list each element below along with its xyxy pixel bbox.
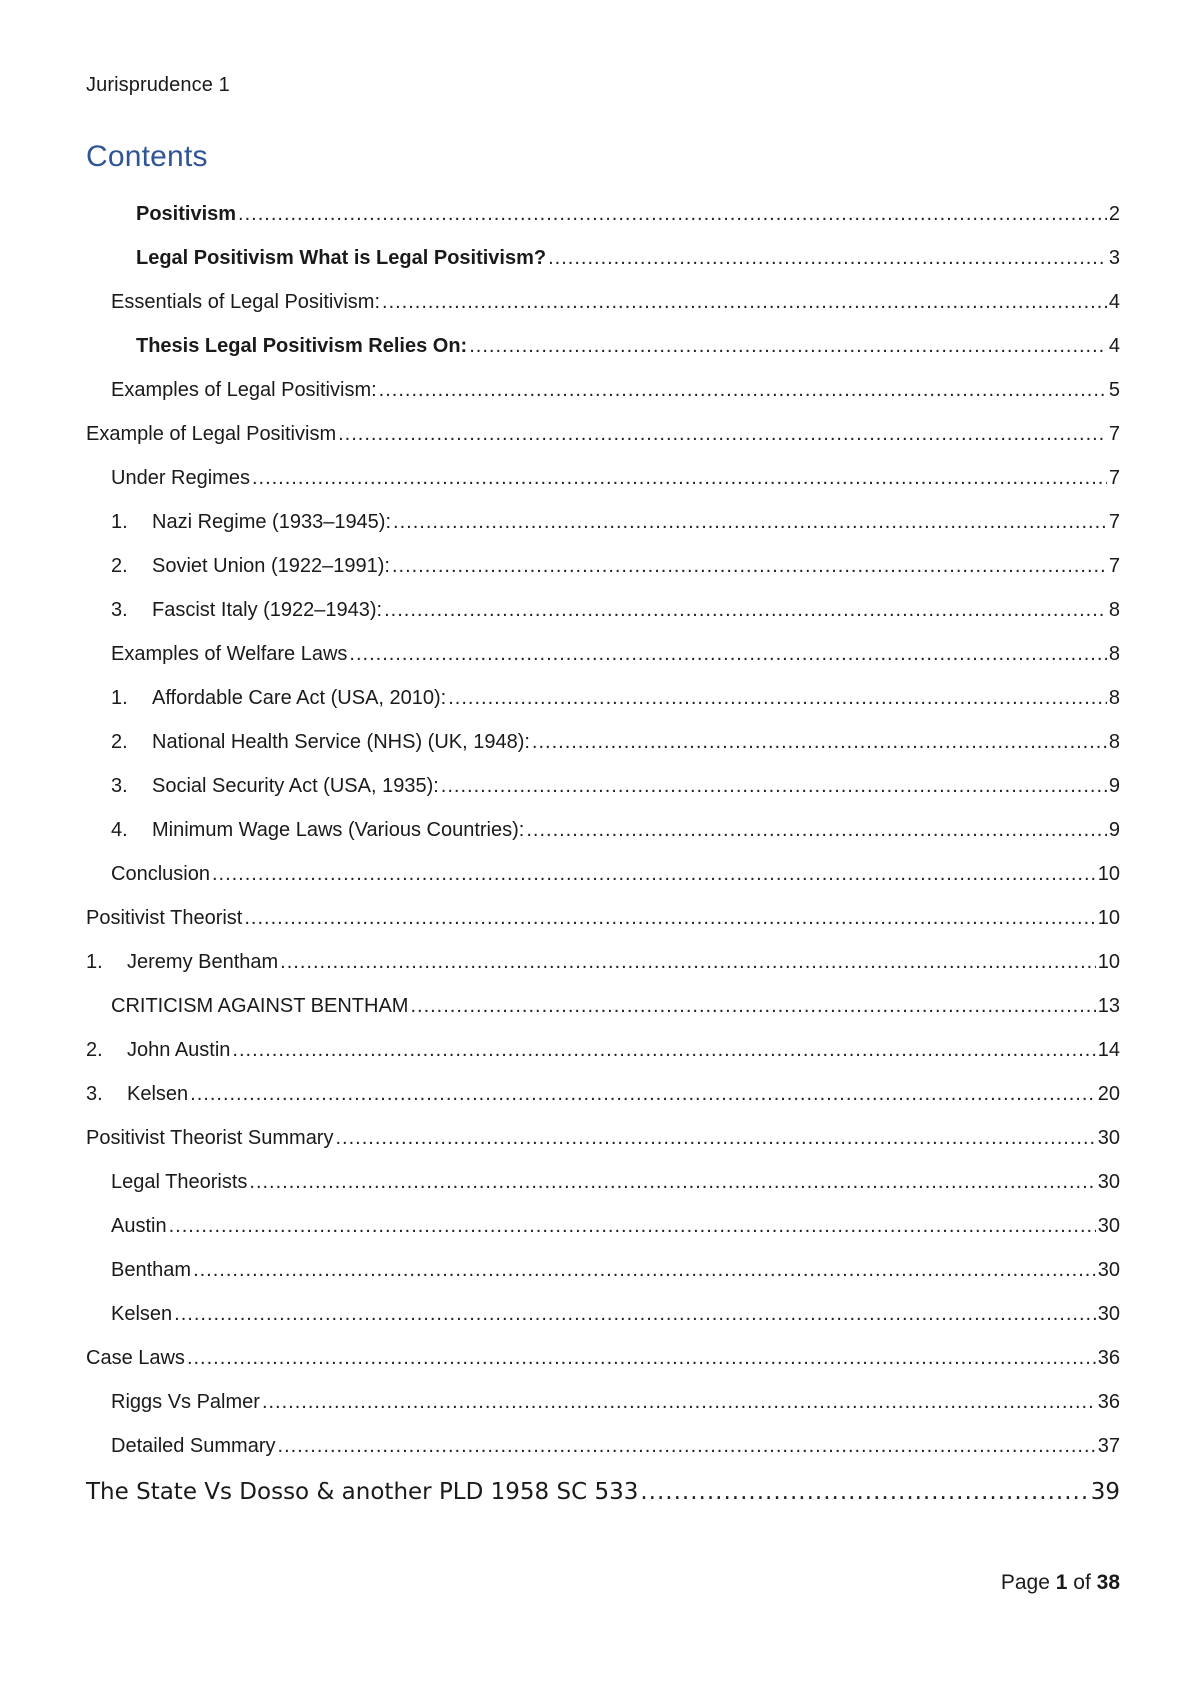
- toc-entry[interactable]: [86, 555, 1120, 599]
- toc-entry-page-number: 37: [1097, 1435, 1120, 1457]
- toc-entry-number: 2.: [86, 1039, 103, 1061]
- toc-entry[interactable]: [86, 423, 1120, 467]
- toc-dot-leader: [392, 555, 1107, 578]
- toc-entry-title: Soviet Union (1922–1991):: [152, 555, 390, 577]
- toc-entry-page-number: 7: [1108, 467, 1120, 489]
- toc-entry-number: 3.: [111, 775, 128, 797]
- toc-entry[interactable]: [86, 1259, 1120, 1303]
- toc-entry-title: Examples of Welfare Laws: [111, 643, 348, 665]
- toc-entry-title: Positivist Theorist: [86, 907, 243, 929]
- toc-entry-page-number: 7: [1108, 423, 1120, 445]
- toc-dot-leader: [190, 1083, 1096, 1106]
- toc-entry[interactable]: [86, 687, 1120, 731]
- toc-entry-number: 1.: [86, 951, 103, 973]
- toc-entry-title: Detailed Summary: [111, 1435, 276, 1457]
- toc-entry-page-number: 10: [1097, 863, 1120, 885]
- toc-entry-page-number: 2: [1108, 203, 1120, 225]
- toc-dot-leader: [244, 907, 1095, 930]
- toc-entry-title: Minimum Wage Laws (Various Countries):: [152, 819, 525, 841]
- page-footer: [1001, 1571, 1120, 1595]
- toc-entry-title: Legal Positivism What is Legal Positivism?: [136, 247, 547, 269]
- toc-entry-page-number: 4: [1108, 335, 1120, 357]
- toc-dot-leader: [469, 335, 1107, 358]
- toc-entry-page-number: 8: [1108, 687, 1120, 709]
- footer-total-pages: 38: [1096, 1571, 1120, 1594]
- toc-dot-leader: [393, 511, 1107, 534]
- toc-entry[interactable]: [86, 995, 1120, 1039]
- toc-entry-title: Nazi Regime (1933–1945):: [152, 511, 392, 533]
- toc-entry-title: Bentham: [111, 1259, 192, 1281]
- footer-page-label: Page: [1000, 1571, 1050, 1594]
- toc-dot-leader: [441, 775, 1107, 798]
- toc-entry[interactable]: [86, 203, 1120, 247]
- toc-entry-title: CRITICISM AGAINST BENTHAM: [111, 995, 409, 1017]
- toc-dot-leader: [382, 291, 1107, 314]
- toc-entry[interactable]: [86, 1127, 1120, 1171]
- toc-entry-title: Fascist Italy (1922–1943):: [152, 599, 383, 621]
- toc-entry-page-number: 13: [1097, 995, 1120, 1017]
- toc-entry-number: 1.: [111, 687, 128, 709]
- toc-dot-leader: [280, 951, 1096, 974]
- toc-entry-number: 2.: [111, 555, 128, 577]
- toc-entry-number: 2.: [111, 731, 128, 753]
- toc-entry[interactable]: [86, 379, 1120, 423]
- toc-dot-leader: [169, 1215, 1096, 1238]
- toc-dot-leader: [384, 599, 1107, 622]
- toc-entry-page-number: 30: [1097, 1215, 1120, 1237]
- toc-entry-title: John Austin: [127, 1039, 231, 1061]
- toc-entry[interactable]: [86, 819, 1120, 863]
- toc-entry-number: 3.: [111, 599, 128, 621]
- toc-entry-page-number: 10: [1097, 907, 1120, 929]
- toc-entry-title: Kelsen: [111, 1303, 173, 1325]
- toc-entry-page-number: 30: [1097, 1127, 1120, 1149]
- toc-dot-leader: [193, 1259, 1096, 1282]
- toc-entry-page-number: 10: [1097, 951, 1120, 973]
- toc-entry-page-number: 9: [1108, 819, 1120, 841]
- toc-dot-leader: [232, 1039, 1095, 1062]
- toc-entry[interactable]: [86, 643, 1120, 687]
- toc-entry[interactable]: [86, 335, 1120, 379]
- toc-entry[interactable]: [86, 1215, 1120, 1259]
- toc-dot-leader: [249, 1171, 1095, 1194]
- toc-dot-leader: [410, 995, 1095, 1018]
- toc-entry-title: Riggs Vs Palmer: [111, 1391, 260, 1413]
- toc-entry-page-number: 30: [1097, 1303, 1120, 1325]
- toc-dot-leader: [238, 203, 1107, 226]
- toc-dot-leader: [335, 1127, 1095, 1150]
- toc-entry-title: Conclusion: [111, 863, 210, 885]
- toc-entry-title: National Health Service (NHS) (UK, 1948):: [152, 731, 530, 753]
- toc-entry-title: Case Laws: [86, 1347, 185, 1369]
- toc-dot-leader: [526, 819, 1107, 842]
- toc-entry[interactable]: [86, 1083, 1120, 1127]
- toc-entry-page-number: 14: [1097, 1039, 1120, 1061]
- toc-entry-page-number: 36: [1097, 1391, 1120, 1413]
- toc-entry[interactable]: [86, 467, 1120, 511]
- toc-entry-page-number: 8: [1108, 599, 1120, 621]
- toc-entry-title: Social Security Act (USA, 1935):: [152, 775, 439, 797]
- toc-dot-leader: [548, 247, 1107, 270]
- toc-dot-leader: [187, 1347, 1096, 1370]
- toc-dot-leader: [349, 643, 1106, 666]
- toc-entry-title: Positivist Theorist Summary: [86, 1127, 334, 1149]
- toc-entry[interactable]: [86, 731, 1120, 775]
- toc-dot-leader: [212, 863, 1096, 886]
- toc-entry-title: Essentials of Legal Positivism:: [111, 291, 381, 313]
- toc-entry-title: Kelsen: [127, 1083, 189, 1105]
- table-of-contents: [86, 203, 1120, 1523]
- toc-entry-title: Austin: [111, 1215, 167, 1237]
- toc-entry[interactable]: [86, 907, 1120, 951]
- toc-entry[interactable]: [86, 775, 1120, 819]
- toc-entry[interactable]: [86, 599, 1120, 643]
- toc-entry[interactable]: [86, 1479, 1120, 1523]
- toc-entry-title: Jeremy Bentham: [127, 951, 279, 973]
- toc-entry[interactable]: [86, 511, 1120, 555]
- toc-entry-page-number: 39: [1090, 1479, 1120, 1505]
- toc-dot-leader: [448, 687, 1107, 710]
- toc-dot-leader: [174, 1303, 1096, 1326]
- toc-entry-page-number: 36: [1097, 1347, 1120, 1369]
- toc-entry-page-number: 30: [1097, 1171, 1120, 1193]
- running-header: Jurisprudence 1: [86, 74, 230, 96]
- toc-entry-title: Under Regimes: [111, 467, 250, 489]
- toc-entry-page-number: 8: [1108, 643, 1120, 665]
- toc-entry-number: 4.: [111, 819, 128, 841]
- toc-entry-page-number: 7: [1108, 511, 1120, 533]
- toc-entry[interactable]: [86, 1171, 1120, 1215]
- footer-current-page: 1: [1055, 1571, 1068, 1594]
- toc-entry[interactable]: [86, 1039, 1120, 1083]
- toc-entry-page-number: 9: [1108, 775, 1120, 797]
- toc-dot-leader: [338, 423, 1107, 446]
- toc-title: Contents: [86, 140, 208, 173]
- toc-entry-page-number: 30: [1097, 1259, 1120, 1281]
- toc-entry[interactable]: [86, 1347, 1120, 1391]
- toc-entry[interactable]: [86, 863, 1120, 907]
- footer-of-label: of: [1073, 1571, 1091, 1594]
- toc-entry-number: 1.: [111, 511, 128, 533]
- toc-dot-leader: [278, 1435, 1096, 1458]
- toc-entry-title: Example of Legal Positivism: [86, 423, 337, 445]
- toc-entry[interactable]: [86, 1391, 1120, 1435]
- toc-dot-leader: [252, 467, 1107, 490]
- toc-entry[interactable]: [86, 951, 1120, 995]
- toc-entry-number: 3.: [86, 1083, 103, 1105]
- toc-entry-title: Legal Theorists: [111, 1171, 248, 1193]
- toc-entry-page-number: 8: [1108, 731, 1120, 753]
- toc-entry[interactable]: [86, 1435, 1120, 1479]
- toc-dot-leader: [262, 1391, 1096, 1414]
- toc-entry-title: Positivism: [136, 203, 237, 225]
- toc-entry-page-number: 7: [1108, 555, 1120, 577]
- toc-entry-page-number: 5: [1108, 379, 1120, 401]
- toc-entry-title: Thesis Legal Positivism Relies On:: [136, 335, 468, 357]
- toc-entry[interactable]: [86, 291, 1120, 335]
- toc-entry-title: Examples of Legal Positivism:: [111, 379, 377, 401]
- toc-entry-page-number: 20: [1097, 1083, 1120, 1105]
- toc-dot-leader: [532, 731, 1107, 754]
- toc-entry-title: The State Vs Dosso & another PLD 1958 SC 533: [86, 1479, 639, 1505]
- toc-entry-page-number: 3: [1108, 247, 1120, 269]
- toc-dot-leader: [379, 379, 1107, 402]
- toc-dot-leader: [640, 1479, 1088, 1505]
- toc-entry[interactable]: [86, 247, 1120, 291]
- toc-entry[interactable]: [86, 1303, 1120, 1347]
- toc-entry-page-number: 4: [1108, 291, 1120, 313]
- toc-entry-title: Affordable Care Act (USA, 2010):: [152, 687, 447, 709]
